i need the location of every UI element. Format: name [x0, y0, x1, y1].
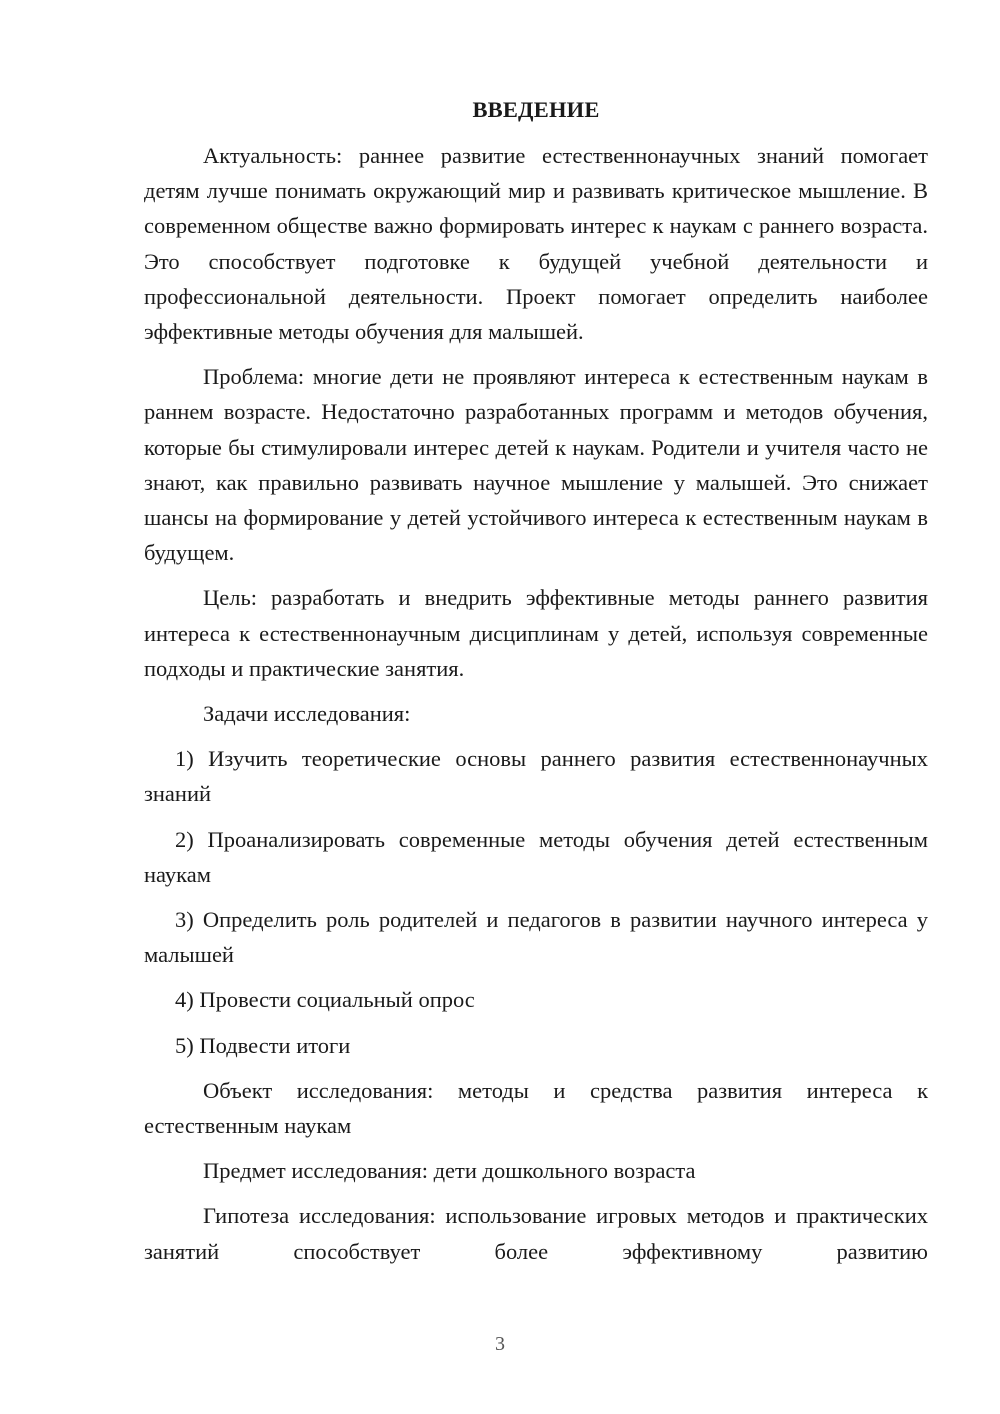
- paragraph-object: Объект исследования: методы и средства развития интереса к естественным наукам: [144, 1077, 928, 1139]
- section-heading: ВВЕДЕНИЕ: [472, 97, 600, 122]
- task-item-4: 4) Провести социальный опрос: [175, 987, 475, 1013]
- tasks-title: Задачи исследования:: [203, 701, 411, 727]
- task-item-5: 5) Подвести итоги: [175, 1032, 351, 1058]
- task-item-2: 2) Проанализировать современные методы обучения детей естественным наукам: [144, 826, 928, 887]
- paragraph-goal: Цель: разработать и внедрить эффективные методы раннего развития интереса к естественнонаучным дисциплинам у детей, используя современные подходы и практические занятия.: [144, 585, 928, 681]
- paragraph-relevance: Актуальность: раннее развитие естественнонаучных знаний помогает детям лучше понимать окружающий мир и развивать критическое мышление. В современном обществе важно формировать интерес к наукам с раннего возраста. Это способствует подготовке к будущей учебной деятельности и профессиональной деятельности. Проект помогает определить наиболее эффективные методы обучения для малышей.: [144, 143, 928, 345]
- paragraph-subject: Предмет исследования: дети дошкольного возраста: [203, 1158, 696, 1184]
- page-number: 3: [495, 1333, 505, 1355]
- paragraph-hypothesis: Гипотеза исследования: использование игровых методов и практических занятий способствует более эффективному развитию: [144, 1203, 928, 1264]
- task-item-3: 3) Определить роль родителей и педагогов в развитии научного интереса у малышей: [144, 907, 928, 968]
- document-page: [144, 92, 928, 1279]
- task-item-1: 1) Изучить теоретические основы раннего развития естественнонаучных знаний: [144, 746, 928, 807]
- paragraph-problem: Проблема: многие дети не проявляют интереса к естественным наукам в раннем возрасте. Недостаточно разработанных программ и методов обучения, которые бы стимулировали интерес детей к наукам. Родители и учителя часто не знают, как правильно развивать научное мышление у малышей. Это снижает шансы на формирование у детей устойчивого интереса к естественным наукам в будущем.: [144, 364, 928, 566]
